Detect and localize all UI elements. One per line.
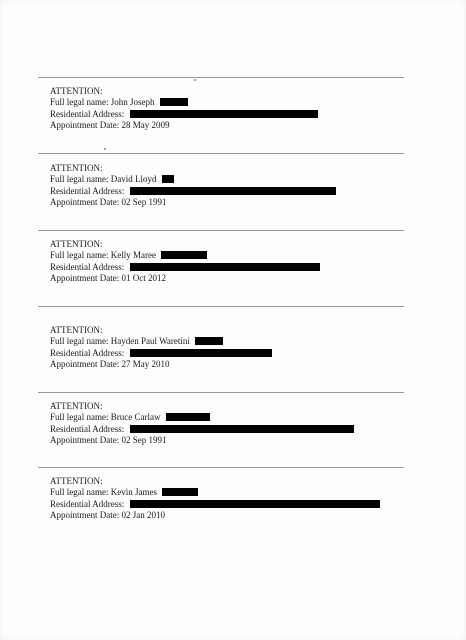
appointment-date-row — [50, 359, 430, 370]
attention-heading: ATTENTION: — [50, 401, 103, 411]
redaction-bar — [162, 175, 174, 183]
appointment-date-label: Appointment Date: — [50, 273, 120, 284]
director-record — [50, 239, 430, 285]
redaction-bar — [130, 500, 380, 508]
full-legal-name-label: Full legal name: — [50, 174, 109, 185]
redaction-bar — [130, 187, 336, 195]
divider-rule — [38, 306, 404, 307]
appointment-date-label: Appointment Date: — [50, 197, 120, 208]
full-legal-name-value: Kevin James — [110, 487, 157, 498]
residential-address-label: Residential Address: — [50, 498, 125, 509]
full-legal-name-row — [50, 174, 430, 185]
scan-speck — [104, 148, 106, 150]
full-legal-name-row — [50, 250, 430, 261]
residential-address-label: Residential Address: — [50, 423, 125, 434]
residential-address-row — [50, 186, 430, 197]
appointment-date-row — [50, 435, 430, 446]
appointment-date-value: 02 Sep 1991 — [121, 197, 167, 208]
residential-address-label: Residential Address: — [50, 347, 125, 358]
appointment-date-value: 01 Oct 2012 — [121, 273, 166, 284]
residential-address-label: Residential Address: — [50, 185, 125, 196]
full-legal-name-row — [50, 336, 430, 347]
appointment-date-value: 02 Jan 2010 — [121, 510, 165, 521]
full-legal-name-value: Hayden Paul Waretini — [110, 336, 190, 347]
residential-address-label: Residential Address: — [50, 261, 125, 272]
appointment-date-value: 02 Sep 1991 — [121, 435, 167, 446]
divider-rule — [38, 392, 404, 393]
appointment-date-label: Appointment Date: — [50, 359, 120, 370]
residential-address-row — [50, 109, 430, 120]
redaction-bar — [162, 488, 198, 496]
full-legal-name-row — [50, 487, 430, 498]
divider-rule — [38, 153, 404, 154]
divider-rule — [38, 467, 404, 468]
full-legal-name-label: Full legal name: — [50, 336, 109, 347]
full-legal-name-label: Full legal name: — [50, 412, 109, 423]
attention-heading: ATTENTION: — [50, 86, 103, 96]
redaction-bar — [161, 251, 207, 259]
full-legal-name-label: Full legal name: — [50, 250, 109, 261]
appointment-date-label: Appointment Date: — [50, 120, 120, 131]
redaction-bar — [166, 413, 210, 421]
divider-rule — [38, 77, 404, 78]
redaction-bar — [130, 349, 272, 357]
director-record — [50, 401, 430, 447]
redaction-bar — [195, 337, 223, 345]
appointment-date-label: Appointment Date: — [50, 510, 120, 521]
appointment-date-value: 27 May 2010 — [121, 359, 170, 370]
residential-address-row — [50, 499, 430, 510]
full-legal-name-value: Kelly Maree — [110, 250, 156, 261]
appointment-date-row — [50, 273, 430, 284]
residential-address-label: Residential Address: — [50, 108, 125, 119]
appointment-date-row — [50, 197, 430, 208]
full-legal-name-label: Full legal name: — [50, 97, 109, 108]
full-legal-name-value: John Joseph — [110, 97, 155, 108]
director-record — [50, 476, 430, 522]
attention-heading: ATTENTION: — [50, 163, 103, 173]
full-legal-name-row — [50, 412, 430, 423]
appointment-date-row — [50, 120, 430, 131]
attention-heading: ATTENTION: — [50, 476, 103, 486]
appointment-date-value: 28 May 2009 — [121, 120, 170, 131]
full-legal-name-row — [50, 97, 430, 108]
attention-heading: ATTENTION: — [50, 239, 103, 249]
residential-address-row — [50, 348, 430, 359]
appointment-date-row — [50, 510, 430, 521]
attention-heading: ATTENTION: — [50, 325, 103, 335]
director-record — [50, 325, 430, 371]
divider-rule — [38, 230, 404, 231]
full-legal-name-value: Bruce Carlaw — [110, 412, 161, 423]
full-legal-name-value: David Lloyd — [110, 174, 157, 185]
redaction-bar — [160, 98, 188, 106]
director-record — [50, 86, 430, 132]
scan-speck — [194, 79, 196, 81]
redaction-bar — [130, 110, 318, 118]
redaction-bar — [130, 425, 354, 433]
residential-address-row — [50, 424, 430, 435]
residential-address-row — [50, 262, 430, 273]
full-legal-name-label: Full legal name: — [50, 487, 109, 498]
appointment-date-label: Appointment Date: — [50, 435, 120, 446]
director-record — [50, 163, 430, 209]
redaction-bar — [130, 263, 320, 271]
